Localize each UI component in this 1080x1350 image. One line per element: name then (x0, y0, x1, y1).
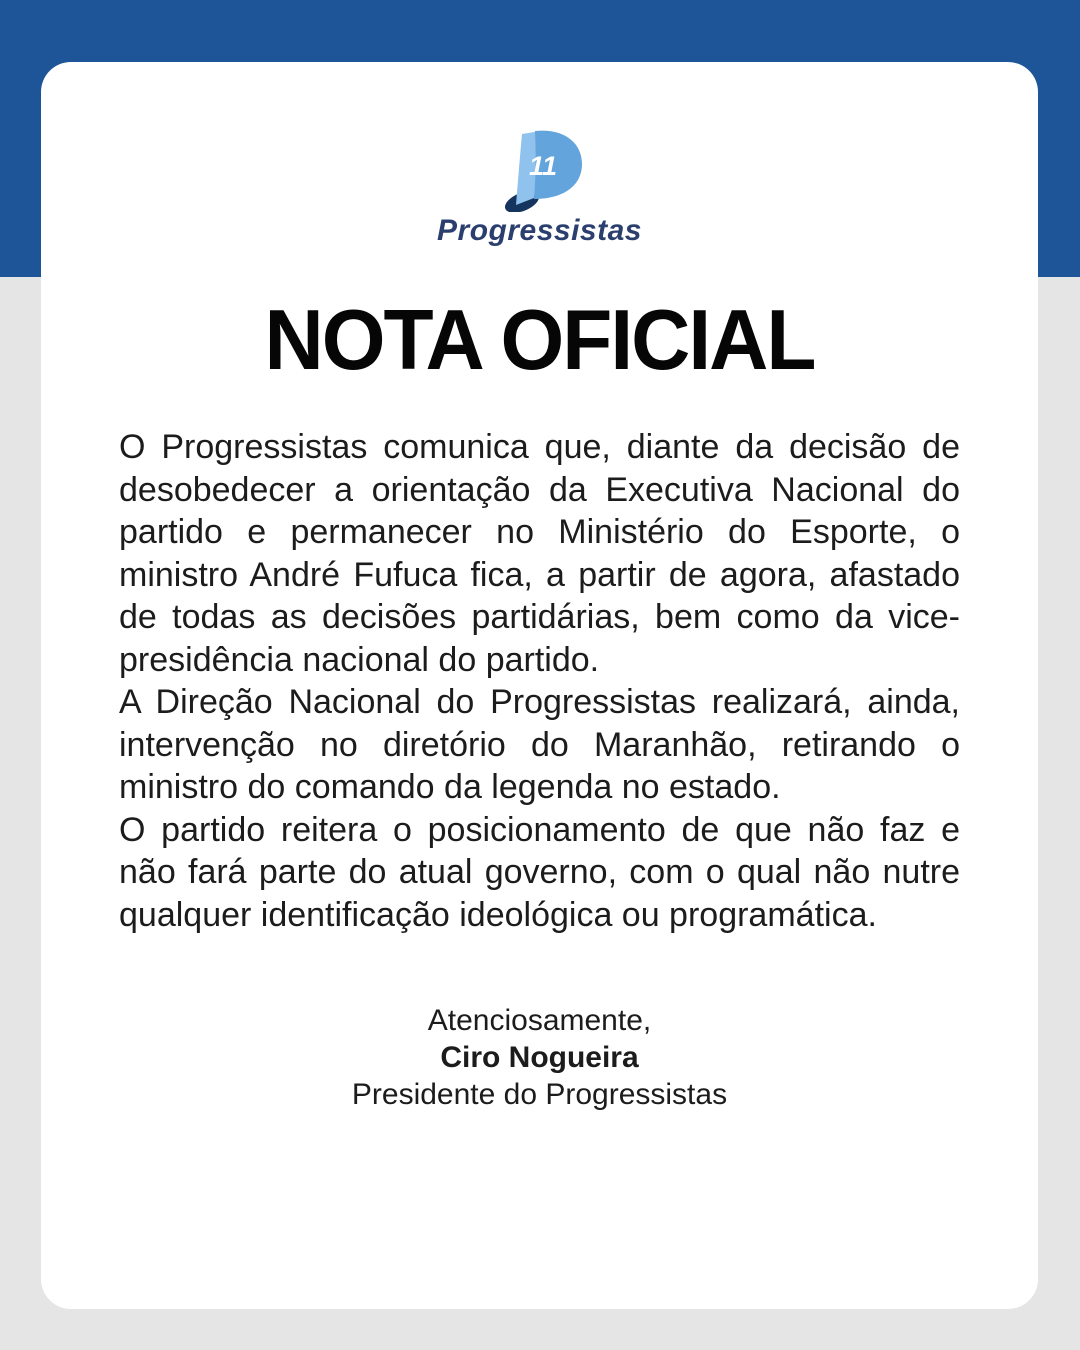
signature-salutation: Atenciosamente, (427, 1004, 652, 1037)
note-body (119, 426, 960, 936)
progressistas-p11-logo-icon (489, 128, 589, 212)
logo-number: 11 (529, 151, 558, 181)
signature-block (352, 1002, 727, 1113)
note-title: NOTA OFICIAL (264, 293, 815, 388)
note-paragraph: O Progressistas comunica que, diante da decisão de desobedecer a orientação da Executiva Nacional do partido e permanecer no Ministério do Esporte, o ministro André Fufuca fica, a partir de agora, afastado de todas as decisões partidárias, bem como da vice-presidência nacional do partido. (119, 428, 960, 679)
logo-wordmark: Progressistas (437, 214, 642, 247)
signature-role: Presidente do Progressistas (351, 1078, 728, 1111)
party-logo (437, 128, 642, 248)
official-note-card (41, 62, 1038, 1309)
note-paragraph: O partido reitera o posicionamento de que não faz e não fará parte do atual governo, com o qual não nutre qualquer identificação ideológica ou programática. (119, 810, 960, 934)
signature-name: Ciro Nogueira (440, 1041, 639, 1074)
note-paragraph: A Direção Nacional do Progressistas realizará, ainda, intervenção no diretório do Maranhão, retirando o ministro do comando da legenda no estado. (119, 683, 960, 806)
